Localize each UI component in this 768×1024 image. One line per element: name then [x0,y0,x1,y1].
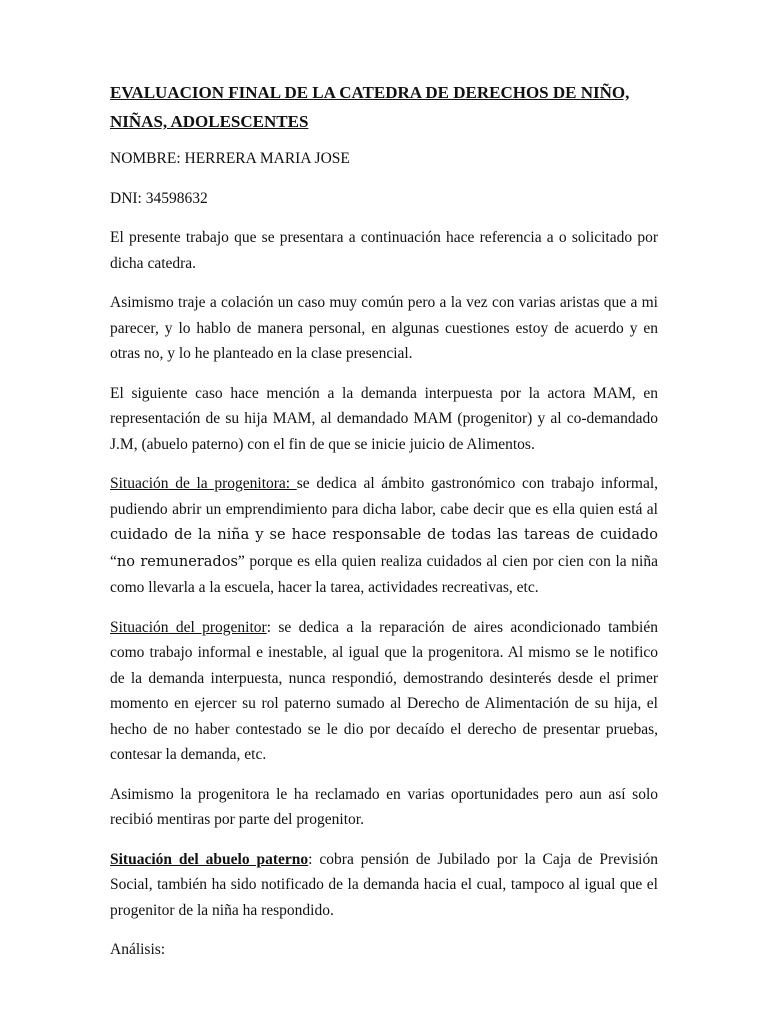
progenitora-quote-open: “ [110,552,117,570]
paragraph-case-description: El siguiente caso hace mención a la demanda interpuesta por la actora MAM, en representación de su hija MAM, al demandado MAM (progenitor) y al co-demandado J.M, (abuelo paterno) con el fin de que se inicie juicio de Alimentos. [110,384,658,453]
heading-abuelo: Situación del abuelo paterno [110,850,309,868]
student-name: NOMBRE: HERRERA MARIA JOSE [110,150,350,167]
paragraph-analysis: Análisis: [110,941,166,958]
paragraph-intro: El presente trabajo que se presentara a continuación hace referencia a o solicitado por dicha catedra. [110,229,658,272]
progenitora-text-c: ” porque es ella quien realiza cuidados al cien por cien con la niña como llevarla a la escuela, hacer la tarea, actividades recreativas, etc. [110,552,658,596]
heading-progenitor: Situación del progenitor [110,618,267,636]
paragraph-claims: Asimismo la progenitora le ha reclamado en varias oportunidades pero aun así solo recibió mentiras por parte del progenitor. [110,785,658,828]
progenitora-unpaid-text: no remunerados [116,553,238,570]
paragraph-progenitor [110,615,658,768]
progenitora-text-a: se dedica al ámbito gastronómico con trabajo informal, pudiendo abrir un emprendimiento para dicha labor, cabe decir que es ella quien está al [110,475,659,518]
heading-progenitora: Situación de la progenitora: [110,475,297,492]
paragraph-case-choice: Asimismo traje a colación un caso muy común pero a la vez con varias aristas que a mi parecer, y lo hablo de manera personal, en algunas cuestiones estoy de acuerdo y en otras no, y lo he planteado en la clase presencial. [110,294,658,362]
progenitora-care-text: cuidado de la niña y se hace responsable de todas las tareas de cuidado [110,527,658,543]
paragraph-progenitora [110,471,658,601]
abuelo-text: : cobra pensión de Jubilado por la Caja de Previsión Social, también ha sido notificado de la demanda hacia el cual, tampoco al igual que el progenitor de la niña ha respondido. [110,850,658,919]
student-dni: DNI: 34598632 [110,189,208,207]
progenitor-text: : se dedica a la reparación de aires acondicionado también como trabajo informal e inestable, al igual que la progenitora. Al mismo se le notifico de la demanda interpuesta, nunca respondió, demostrando desinterés desde el primer momento en ejercer su rol paterno sumado al Derecho de Alimentación de su hija, el hecho de no haber contestado se le dio por decaído el derecho de presentar pruebas, contesar la demanda, etc. [110,618,658,763]
document-title: EVALUACION FINAL DE LA CATEDRA DE DERECHOS DE NIÑO, NIÑAS, ADOLESCENTES [110,83,630,131]
paragraph-abuelo [110,847,658,924]
